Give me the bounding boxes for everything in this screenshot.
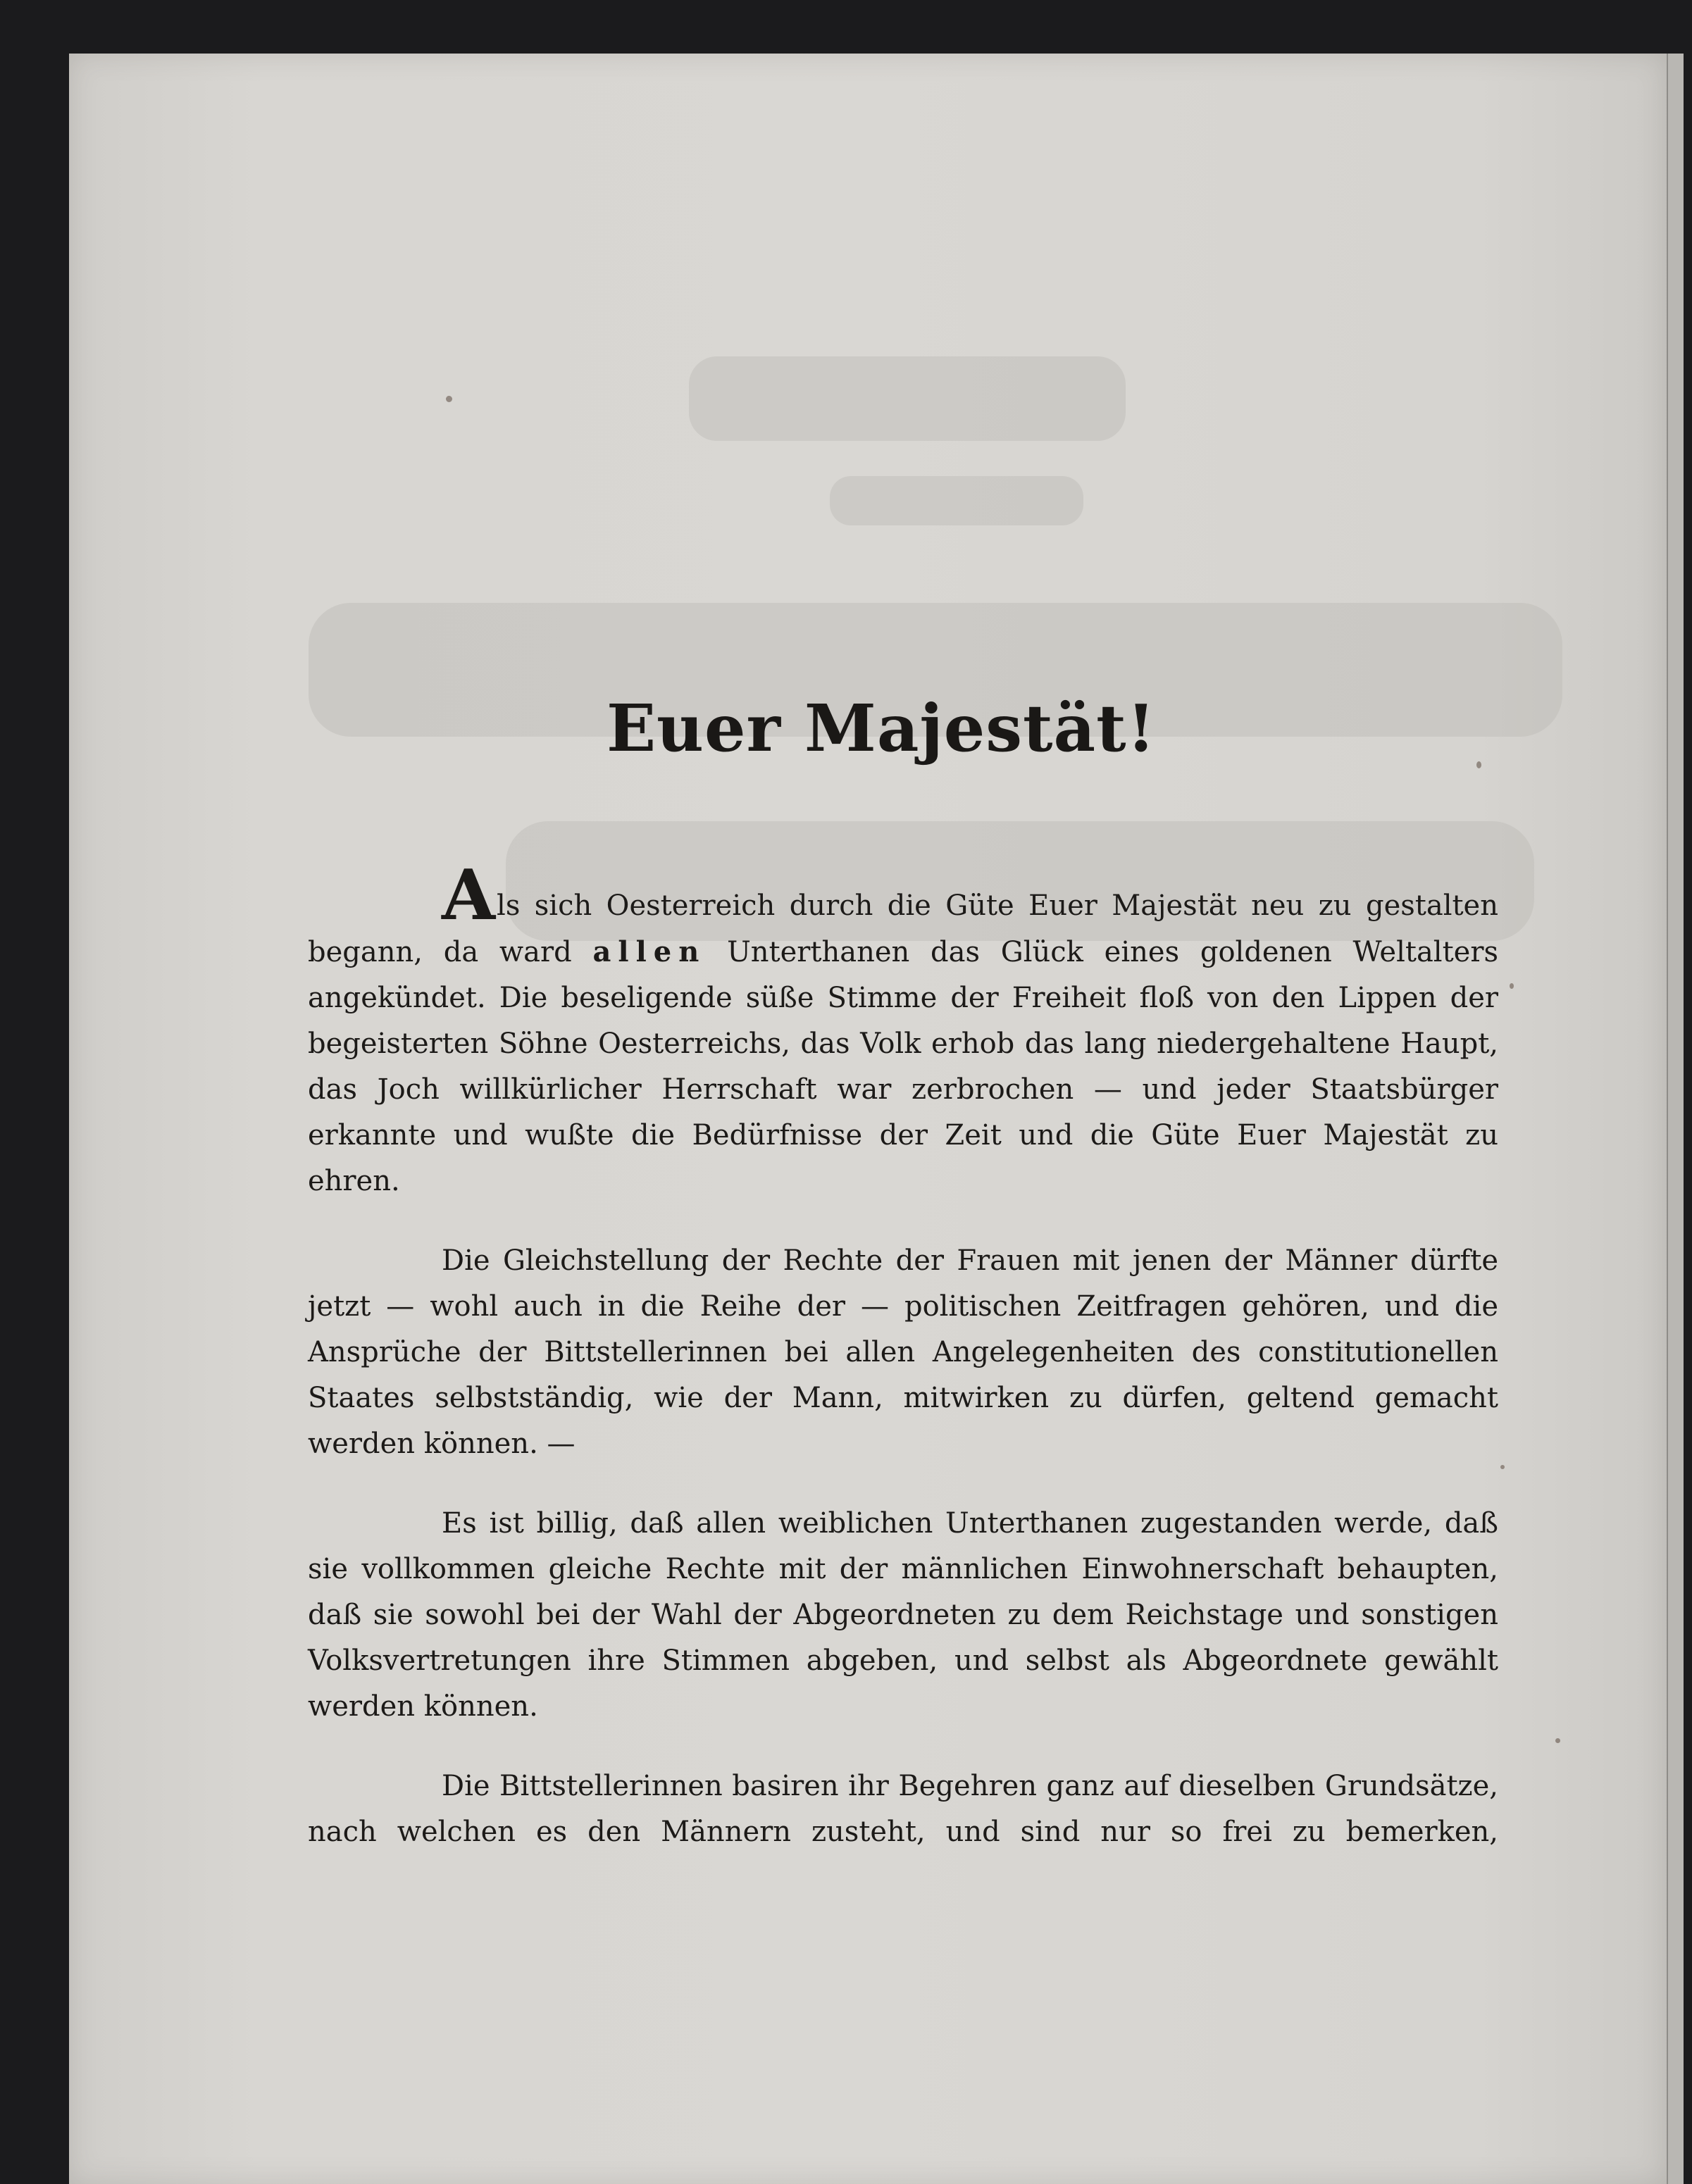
paper-edge xyxy=(1667,54,1684,2184)
paper-speck xyxy=(1555,1738,1560,1743)
page-heading: Euer Majestät! xyxy=(606,690,1157,766)
paper-speck xyxy=(1510,983,1514,989)
paper-speck xyxy=(1500,1465,1505,1469)
paper-speck xyxy=(446,396,452,402)
paragraph-3: Es ist billig, daß allen weiblichen Unterthanen zugestanden werde, daß sie vollkommen gleiche Rechte mit der männlichen Einwohnerschaft behaupten, daß sie sowohl bei der Wahl der Abgeordneten zu dem Reichstage und sonstigen Volksvertretungen ihre Stimmen abgeben, und selbst als Abgeordnete gewählt werden können. xyxy=(308,1507,1498,1723)
paragraph-1-text-a: ls sich Oesterreich durch die Güte Euer Majestät neu zu gestalten begann, da ward xyxy=(308,890,1498,968)
emphasized-word: allen xyxy=(592,935,707,968)
paragraph-1 xyxy=(308,855,1498,1204)
paragraph-4: Die Bittstellerinnen basiren ihr Begehren ganz auf dieselben Grundsätze, nach welchen es den Männern zusteht, und sind nur so frei zu bemerken, xyxy=(308,1770,1498,1848)
document-body xyxy=(308,855,1498,1855)
drop-initial: A xyxy=(442,855,496,936)
paragraph-2: Die Gleichstellung der Rechte der Frauen mit jenen der Männer dürfte jetzt — wohl auch in die Reihe der — politischen Zeitfragen gehören, und die Ansprüche der Bittstellerinnen bei allen Angelegenheiten des constitutionellen Staates selbstständig, wie der Mann, mitwirken zu dürfen, geltend gemacht werden können. — xyxy=(308,1244,1498,1460)
paragraph-1-text-b: Unterthanen das Glück eines goldenen Weltalters angekündet. Die beseligende süße Stimme der Freiheit floß von den Lippen der begeisterten Söhne Oesterreichs, das Volk erhob das lang niedergehaltene Haupt, das Joch willkürlicher Herrschaft war zerbrochen — und jeder Staatsbürger erkannte und wußte die Bedürfnisse der Zeit und die Güte Euer Majestät zu ehren. xyxy=(308,936,1498,1197)
